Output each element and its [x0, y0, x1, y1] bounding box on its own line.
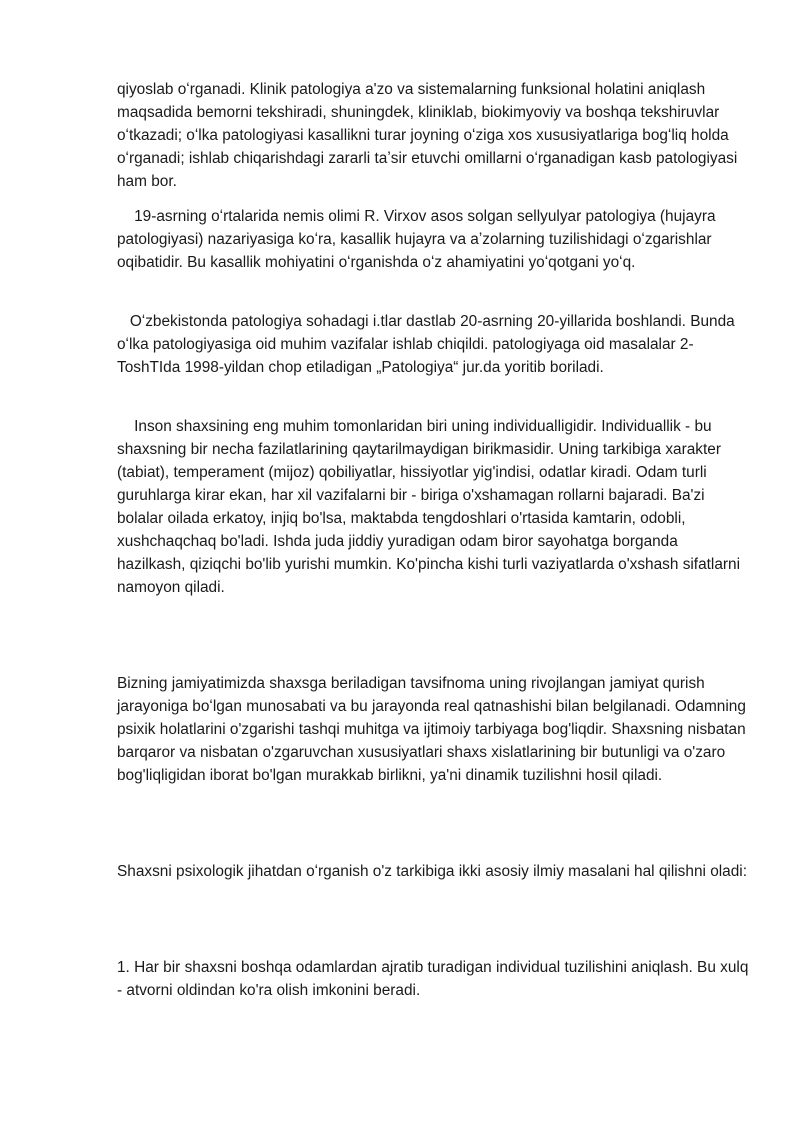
paragraph-task-one: 1. Har bir shaxsni boshqa odamlardan ajratib turadigan individual tuzilishini aniqlash. Bu xulq - atvorni oldindan ko'ra olish imkonini beradi.: [117, 959, 753, 999]
paragraph-virchow-theory: 19-asrning oʻrtalarida nemis olimi R. Virxov asos solgan sellyulyar patologiya (hujayra patologiyasi) nazariyasiga koʻra, kasallik hujayra va aʼzolarning tuzilishidagi oʻzgarishlar oqibatidir. Bu kasallik mohiyatini oʻrganishda oʻz ahamiyatini yoʻqotgani yoʻq.: [117, 208, 720, 271]
paragraph-uzbekistan-pathology: Oʻzbekistonda patologiya sohadagi i.tlar dastlab 20-asrning 20-yillarida boshlandi. Bunda oʻlka patologiyasiga oid muhim vazifalar ishlab chiqildi. patologiyaga oid masalalar 2-ToshTIda 1998-yildan chop etiladigan „Patologiya“ jur.da yoritib boriladi.: [117, 313, 740, 376]
paragraph-individuality: Inson shaxsining eng muhim tomonlaridan biri uning individualligidir. Individuallik - bu shaxsning bir necha fazilatlarining qaytarilmaydigan birikmasidir. Uning tarkibiga xarakter (tabiat), temperament (mijoz) qobiliyatlar, hissiyotlar yig'indisi, odatlar kiradi. Odam turli guruhlarga kirar ekan, har xil vazifalarni bir - biriga o'xshamagan rollarni bajaradi. Ba'zi bolalar oilada erkatoy, injiq bo'lsa, maktabda tengdoshlari o'rtasida kamtarin, odobli, xushchaqchaq bo'ladi. Ishda juda jiddiy yuradigan odam biror sayohatga borganda hazilkash, qiziqchi bo'lib yurishi mumkin. Ko'pincha kishi turli vaziyatlarda o'xshash sifatlarni namoyon qiladi.: [117, 418, 745, 596]
paragraph-personality-society: Bizning jamiyatimizda shaxsga beriladigan tavsifnoma uning rivojlangan jamiyat qurish jarayoniga boʻlgan munosabati va bu jarayonda real qatnashishi bilan belgilanadi. Odamning psixik holatlarini o'zgarishi tashqi muhitga va ijtimoiy tarbiyaga bog'liqdir. Shaxsning nisbatan barqaror va nisbatan o'zgaruvchan xususiyatlari shaxs xislatlarining bir butunligi va o'zaro bog'liqligidan iborat bo'lgan murakkab birlikni, ya'ni dinamik tuzilishni hosil qiladi.: [117, 675, 751, 784]
paragraph-psychology-tasks: Shaxsni psixologik jihatdan oʻrganish o'z tarkibiga ikki asosiy ilmiy masalani hal qilishni oladi:: [117, 863, 747, 880]
paragraph-pathology-types: qiyoslab oʻrganadi. Klinik patologiya a'zo va sistemalarning funksional holatini aniqlash maqsadida bemorni tekshiradi, shuningdek, kliniklab, biokimyoviy va boshqa tekshiruvlar oʻtkazadi; oʻlka patologiyasi kasallikni turar joyning oʻziga xos xususiyatlariga bogʻliq holda oʻrganadi; ishlab chiqarishdagi zararli taʼsir etuvchi omillarni oʻrganadigan kasb patologiyasi ham bor.: [117, 81, 742, 190]
